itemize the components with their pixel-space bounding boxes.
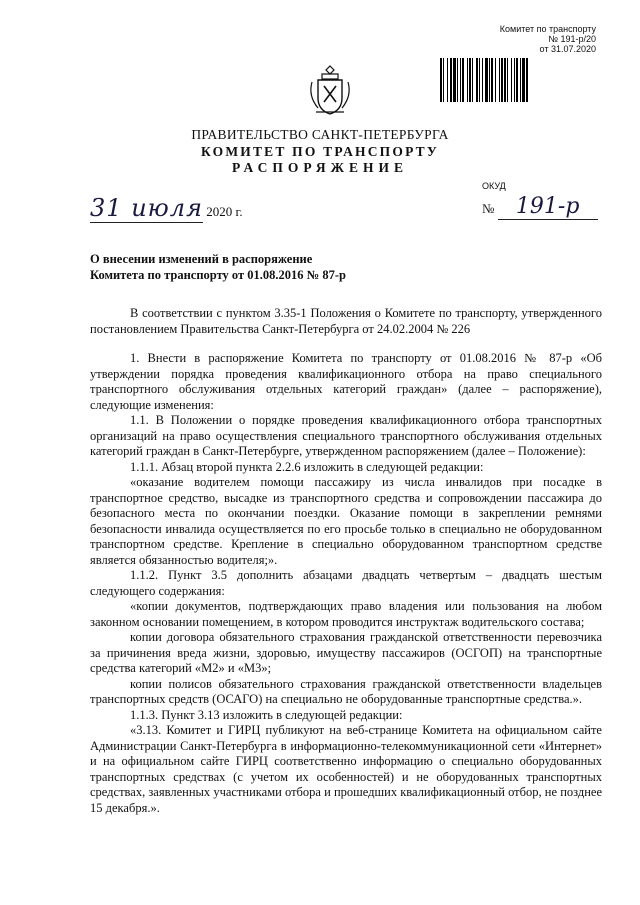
barcode — [440, 58, 592, 102]
document-subject — [90, 251, 346, 283]
paragraph: 1. Внести в распоряжение Комитета по транспорту от 01.08.2016 № 87-р «Об утверждении порядка проведения квалификационного отбора на право специального транспортного обслуживания отдельных категорий граждан» (далее – распоряжение), следующие изменения: — [90, 351, 602, 412]
paragraph: «оказание водителем помощи пассажиру из числа инвалидов при посадке в транспортное средство, высадке из транспортного средства и сопровождении пассажира до безопасного места по окончании поездки. Оказание помощи в закреплении ремнями безопасности инвалида осуществляется по его просьбе только в специально не оборудованном транспортном средстве. Крепление в специально оборудованном транспортном средстве является обязанностью водителя;». — [90, 475, 602, 567]
government-title: ПРАВИТЕЛЬСТВО САНКТ-ПЕТЕРБУРГА — [191, 127, 449, 142]
paragraph: В соответствии с пунктом 3.35-1 Положения о Комитете по транспорту, утвержденного постановлением Правительства Санкт-Петербурга от 24.02.2004 № 226 — [90, 306, 602, 336]
handwritten-date: 31 июля — [90, 194, 203, 222]
document-date — [90, 194, 243, 223]
stamp-line-2: № 191-р/20 — [548, 34, 596, 44]
paragraph: 1.1.2. Пункт 3.5 дополнить абзацами двадцать четвертым – двадцать шестым следующего содержания: — [90, 568, 602, 598]
subject-line-2: Комитета по транспорту от 01.08.2016 № 87-р — [90, 268, 346, 282]
paragraph: «копии документов, подтверждающих право владения или пользования на любом законном основании помещением, в котором проводится инструктаж водительского состава; — [90, 599, 602, 629]
document-body — [90, 306, 602, 816]
number-sign: № — [482, 201, 495, 216]
registration-stamp — [446, 24, 596, 54]
paragraph: 1.1.3. Пункт 3.13 изложить в следующей редакции: — [130, 707, 403, 722]
document-number — [482, 194, 598, 220]
committee-title: КОМИТЕТ ПО ТРАНСПОРТУ — [200, 144, 439, 159]
coat-of-arms-icon — [306, 62, 354, 118]
stamp-line-1: Комитет по транспорту — [499, 24, 596, 34]
subject-line-1: О внесении изменений в распоряжение — [90, 252, 313, 266]
paragraph: «3.13. Комитет и ГИРЦ публикуют на веб-странице Комитета на официальном сайте Администрации Санкт-Петербурга в информационно-телекоммуникационной сети «Интернет» и на официальном сайте ГИРЦ соответственно информацию о специально оборудованных транспортных средствах (с учетом их особенностей) и не оборудованных транспортных средствах, заявленных участниками отбора и прошедших квалификационный отбор, не позднее 15 декабря.». — [90, 723, 602, 815]
paragraph: 1.1. В Положении о порядке проведения квалификационного отбора транспортных организаций на право осуществления специального транспортного обслуживания отдельных категорий граждан в Санкт-Петербурге, утвержденном распоряжением (далее – Положение): — [90, 413, 602, 458]
date-year: 2020 г. — [206, 204, 243, 219]
paragraph: 1.1.1. Абзац второй пункта 2.2.6 изложить в следующей редакции: — [130, 459, 484, 474]
paragraph: копии договора обязательного страхования гражданской ответственности перевозчика за причинения вреда жизни, здоровью, имуществу пассажиров (ОСГОП) на транспортные средства категорий «М2» и «М3»; — [90, 630, 602, 675]
okud-label: ОКУД — [482, 181, 506, 191]
handwritten-number: 191-р — [515, 194, 580, 219]
document-type: РАСПОРЯЖЕНИЕ — [231, 160, 409, 175]
paragraph: копии полисов обязательного страхования гражданской ответственности владельцев транспортных средств (ОСАГО) на специально не оборудованные транспортные средства.». — [90, 676, 602, 706]
stamp-line-3: от 31.07.2020 — [539, 44, 596, 54]
